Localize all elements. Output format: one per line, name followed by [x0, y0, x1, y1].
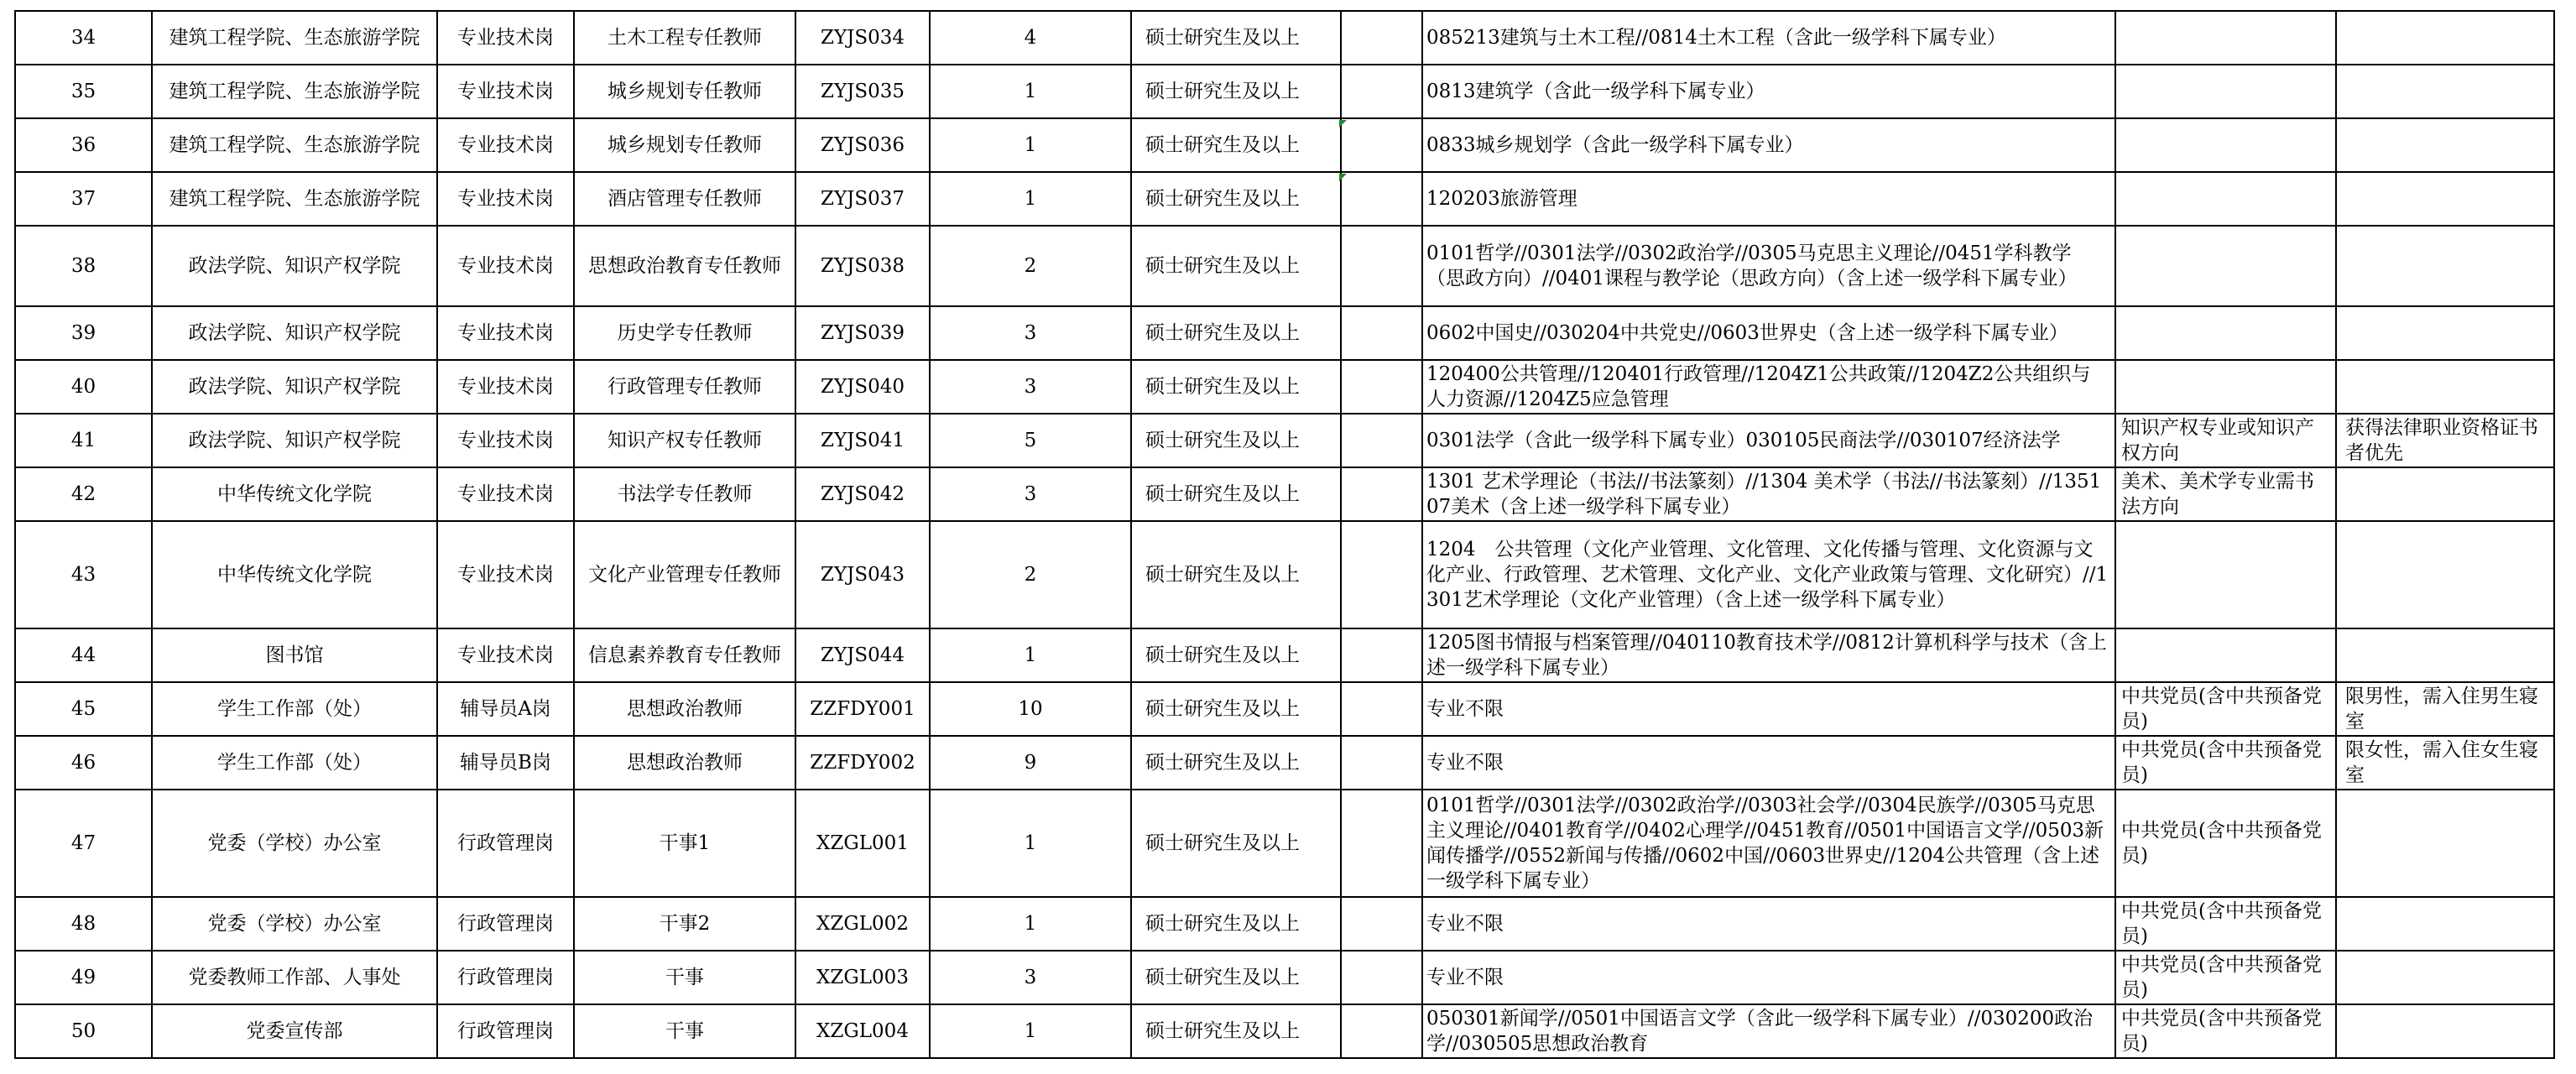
cell-education[interactable]: 硕士研究生及以上 [1131, 897, 1341, 951]
cell-comment-marker[interactable] [1339, 120, 1347, 128]
cell-department[interactable]: 党委（学校）办公室 [152, 790, 437, 897]
cell-other-requirement[interactable]: 中共党员(含中共预备党员) [2115, 1004, 2336, 1058]
cell-remarks[interactable] [2336, 11, 2554, 65]
cell-department[interactable]: 政法学院、知识产权学院 [152, 414, 437, 467]
cell-degree[interactable] [1341, 360, 1422, 414]
cell-post-code[interactable]: ZYJS042 [795, 467, 930, 521]
cell-department[interactable]: 建筑工程学院、生态旅游学院 [152, 172, 437, 226]
cell-post-code[interactable]: ZZFDY001 [795, 682, 930, 736]
cell-education[interactable]: 硕士研究生及以上 [1131, 790, 1341, 897]
cell-remarks[interactable] [2336, 1004, 2554, 1058]
cell-department[interactable]: 政法学院、知识产权学院 [152, 226, 437, 306]
cell-number[interactable]: 39 [15, 306, 152, 360]
cell-post-code[interactable]: XZGL004 [795, 1004, 930, 1058]
cell-education[interactable]: 硕士研究生及以上 [1131, 65, 1341, 118]
cell-education[interactable]: 硕士研究生及以上 [1131, 414, 1341, 467]
cell-post-code[interactable]: ZYJS039 [795, 306, 930, 360]
cell-department[interactable]: 学生工作部（处） [152, 682, 437, 736]
cell-post-name[interactable]: 思想政治教师 [574, 736, 795, 790]
cell-major-requirement[interactable]: 1204 公共管理（文化产业管理、文化管理、文化传播与管理、文化资源与文化产业、行政管理、艺术管理、文化产业、文化产业政策与管理、文化研究）//1301艺术学理论（文化产业管理）（含上述一级学科下属专业） [1422, 521, 2115, 628]
cell-post-type[interactable]: 辅导员B岗 [437, 736, 574, 790]
cell-post-name[interactable]: 历史学专任教师 [574, 306, 795, 360]
cell-post-name[interactable]: 知识产权专任教师 [574, 414, 795, 467]
cell-other-requirement[interactable] [2115, 628, 2336, 682]
cell-headcount[interactable]: 1 [930, 118, 1131, 172]
cell-remarks[interactable] [2336, 226, 2554, 306]
cell-headcount[interactable]: 1 [930, 628, 1131, 682]
cell-education[interactable]: 硕士研究生及以上 [1131, 736, 1341, 790]
table-row [15, 65, 2554, 118]
cell-other-requirement[interactable] [2115, 65, 2336, 118]
cell-post-type[interactable]: 辅导员A岗 [437, 682, 574, 736]
cell-post-type[interactable]: 专业技术岗 [437, 306, 574, 360]
cell-headcount[interactable]: 1 [930, 65, 1131, 118]
cell-major-requirement[interactable]: 专业不限 [1422, 736, 2115, 790]
cell-number[interactable]: 45 [15, 682, 152, 736]
cell-department[interactable]: 中华传统文化学院 [152, 521, 437, 628]
cell-department[interactable]: 中华传统文化学院 [152, 467, 437, 521]
cell-headcount[interactable]: 1 [930, 790, 1131, 897]
table-row [15, 521, 2554, 628]
cell-post-code[interactable]: XZGL002 [795, 897, 930, 951]
cell-major-requirement[interactable]: 1301 艺术学理论（书法//书法篆刻）//1304 美术学（书法//书法篆刻）//135107美术（含上述一级学科下属专业） [1422, 467, 2115, 521]
cell-number[interactable]: 43 [15, 521, 152, 628]
cell-remarks[interactable]: 限男性，需入住男生寝室 [2336, 682, 2554, 736]
cell-education[interactable]: 硕士研究生及以上 [1131, 951, 1341, 1004]
cell-remarks[interactable] [2336, 360, 2554, 414]
cell-other-requirement[interactable]: 中共党员(含中共预备党员) [2115, 951, 2336, 1004]
cell-headcount[interactable]: 2 [930, 226, 1131, 306]
cell-remarks[interactable] [2336, 951, 2554, 1004]
cell-education[interactable]: 硕士研究生及以上 [1131, 628, 1341, 682]
cell-post-name[interactable]: 干事2 [574, 897, 795, 951]
recruitment-table [14, 10, 2555, 1059]
cell-number[interactable]: 41 [15, 414, 152, 467]
cell-post-type[interactable]: 行政管理岗 [437, 951, 574, 1004]
cell-post-code[interactable]: ZYJS041 [795, 414, 930, 467]
cell-education[interactable]: 硕士研究生及以上 [1131, 1004, 1341, 1058]
cell-number[interactable]: 37 [15, 172, 152, 226]
cell-major-requirement[interactable]: 120400公共管理//120401行政管理//1204Z1公共政策//1204Z2公共组织与人力资源//1204Z5应急管理 [1422, 360, 2115, 414]
cell-remarks[interactable]: 限女性，需入住女生寝室 [2336, 736, 2554, 790]
cell-other-requirement[interactable] [2115, 226, 2336, 306]
cell-other-requirement[interactable] [2115, 306, 2336, 360]
cell-degree[interactable] [1341, 414, 1422, 467]
cell-post-code[interactable]: ZYJS040 [795, 360, 930, 414]
cell-other-requirement[interactable] [2115, 360, 2336, 414]
cell-degree[interactable] [1341, 172, 1422, 226]
cell-degree[interactable] [1341, 1004, 1422, 1058]
cell-number[interactable]: 42 [15, 467, 152, 521]
cell-department[interactable]: 党委（学校）办公室 [152, 897, 437, 951]
cell-major-requirement[interactable]: 0101哲学//0301法学//0302政治学//0305马克思主义理论//0451学科教学（思政方向）//0401课程与教学论（思政方向）（含上述一级学科下属专业） [1422, 226, 2115, 306]
cell-post-code[interactable]: ZZFDY002 [795, 736, 930, 790]
cell-post-name[interactable]: 城乡规划专任教师 [574, 118, 795, 172]
table-row [15, 306, 2554, 360]
cell-degree[interactable] [1341, 226, 1422, 306]
cell-education[interactable]: 硕士研究生及以上 [1131, 306, 1341, 360]
cell-post-code[interactable]: ZYJS034 [795, 11, 930, 65]
cell-degree[interactable] [1341, 521, 1422, 628]
cell-post-type[interactable]: 专业技术岗 [437, 628, 574, 682]
cell-degree[interactable] [1341, 628, 1422, 682]
cell-post-code[interactable]: ZYJS044 [795, 628, 930, 682]
cell-degree[interactable] [1341, 65, 1422, 118]
cell-department[interactable]: 学生工作部（处） [152, 736, 437, 790]
cell-headcount[interactable]: 10 [930, 682, 1131, 736]
cell-number[interactable]: 36 [15, 118, 152, 172]
cell-major-requirement[interactable]: 1205图书情报与档案管理//040110教育技术学//0812计算机科学与技术（含上述一级学科下属专业） [1422, 628, 2115, 682]
cell-post-code[interactable]: ZYJS043 [795, 521, 930, 628]
cell-major-requirement[interactable]: 专业不限 [1422, 682, 2115, 736]
cell-post-type[interactable]: 专业技术岗 [437, 11, 574, 65]
cell-number[interactable]: 50 [15, 1004, 152, 1058]
cell-degree[interactable] [1341, 306, 1422, 360]
cell-education[interactable]: 硕士研究生及以上 [1131, 360, 1341, 414]
cell-other-requirement[interactable]: 中共党员(含中共预备党员) [2115, 682, 2336, 736]
table-row [15, 628, 2554, 682]
cell-remarks[interactable] [2336, 118, 2554, 172]
cell-remarks[interactable] [2336, 467, 2554, 521]
cell-degree[interactable] [1341, 682, 1422, 736]
cell-degree[interactable] [1341, 790, 1422, 897]
cell-other-requirement[interactable]: 知识产权专业或知识产权方向 [2115, 414, 2336, 467]
cell-number[interactable]: 35 [15, 65, 152, 118]
cell-degree[interactable] [1341, 11, 1422, 65]
cell-major-requirement[interactable]: 050301新闻学//0501中国语言文学（含此一级学科下属专业）//030200政治学//030505思想政治教育 [1422, 1004, 2115, 1058]
cell-post-name[interactable]: 干事1 [574, 790, 795, 897]
cell-education[interactable]: 硕士研究生及以上 [1131, 521, 1341, 628]
cell-degree[interactable] [1341, 467, 1422, 521]
cell-department[interactable]: 政法学院、知识产权学院 [152, 306, 437, 360]
cell-remarks[interactable] [2336, 628, 2554, 682]
cell-number[interactable]: 38 [15, 226, 152, 306]
cell-post-name[interactable]: 土木工程专任教师 [574, 11, 795, 65]
table-row [15, 1004, 2554, 1058]
cell-number[interactable]: 40 [15, 360, 152, 414]
cell-education[interactable]: 硕士研究生及以上 [1131, 467, 1341, 521]
table-row [15, 951, 2554, 1004]
cell-post-type[interactable]: 专业技术岗 [437, 521, 574, 628]
cell-department[interactable]: 建筑工程学院、生态旅游学院 [152, 118, 437, 172]
cell-post-code[interactable]: ZYJS038 [795, 226, 930, 306]
cell-other-requirement[interactable]: 中共党员(含中共预备党员) [2115, 790, 2336, 897]
cell-other-requirement[interactable]: 美术、美术学专业需书法方向 [2115, 467, 2336, 521]
cell-education[interactable]: 硕士研究生及以上 [1131, 682, 1341, 736]
cell-post-name[interactable]: 书法学专任教师 [574, 467, 795, 521]
cell-comment-marker[interactable] [1339, 174, 1347, 181]
cell-department[interactable]: 建筑工程学院、生态旅游学院 [152, 65, 437, 118]
cell-number[interactable]: 47 [15, 790, 152, 897]
cell-department[interactable]: 建筑工程学院、生态旅游学院 [152, 11, 437, 65]
cell-post-type[interactable]: 专业技术岗 [437, 226, 574, 306]
cell-headcount[interactable]: 5 [930, 414, 1131, 467]
table-row [15, 682, 2554, 736]
cell-post-name[interactable]: 行政管理专任教师 [574, 360, 795, 414]
cell-post-name[interactable]: 城乡规划专任教师 [574, 65, 795, 118]
cell-number[interactable]: 44 [15, 628, 152, 682]
table-row [15, 226, 2554, 306]
cell-education[interactable]: 硕士研究生及以上 [1131, 226, 1341, 306]
cell-number[interactable]: 34 [15, 11, 152, 65]
cell-post-name[interactable]: 酒店管理专任教师 [574, 172, 795, 226]
cell-education[interactable]: 硕士研究生及以上 [1131, 172, 1341, 226]
cell-remarks[interactable] [2336, 790, 2554, 897]
cell-major-requirement[interactable]: 专业不限 [1422, 951, 2115, 1004]
cell-department[interactable]: 政法学院、知识产权学院 [152, 360, 437, 414]
cell-major-requirement[interactable]: 0833城乡规划学（含此一级学科下属专业） [1422, 118, 2115, 172]
cell-post-name[interactable]: 干事 [574, 1004, 795, 1058]
cell-degree[interactable] [1341, 897, 1422, 951]
cell-department[interactable]: 党委宣传部 [152, 1004, 437, 1058]
cell-number[interactable]: 49 [15, 951, 152, 1004]
cell-post-type[interactable]: 专业技术岗 [437, 467, 574, 521]
table-row [15, 11, 2554, 65]
cell-degree[interactable] [1341, 951, 1422, 1004]
cell-headcount[interactable]: 1 [930, 897, 1131, 951]
cell-headcount[interactable]: 1 [930, 172, 1131, 226]
cell-degree[interactable] [1341, 736, 1422, 790]
cell-number[interactable]: 48 [15, 897, 152, 951]
table-row [15, 467, 2554, 521]
cell-post-type[interactable]: 专业技术岗 [437, 414, 574, 467]
cell-post-name[interactable]: 信息素养教育专任教师 [574, 628, 795, 682]
cell-other-requirement[interactable] [2115, 11, 2336, 65]
cell-post-type[interactable]: 专业技术岗 [437, 172, 574, 226]
cell-post-type[interactable]: 专业技术岗 [437, 360, 574, 414]
cell-other-requirement[interactable]: 中共党员(含中共预备党员) [2115, 736, 2336, 790]
cell-post-code[interactable]: ZYJS037 [795, 172, 930, 226]
cell-post-type[interactable]: 行政管理岗 [437, 897, 574, 951]
cell-post-type[interactable]: 行政管理岗 [437, 790, 574, 897]
table-row [15, 172, 2554, 226]
cell-headcount[interactable]: 3 [930, 360, 1131, 414]
cell-headcount[interactable]: 3 [930, 951, 1131, 1004]
cell-major-requirement[interactable]: 120203旅游管理 [1422, 172, 2115, 226]
cell-department[interactable]: 图书馆 [152, 628, 437, 682]
cell-major-requirement[interactable]: 专业不限 [1422, 897, 2115, 951]
table-row [15, 414, 2554, 467]
cell-post-type[interactable]: 专业技术岗 [437, 118, 574, 172]
cell-remarks[interactable] [2336, 172, 2554, 226]
cell-education[interactable]: 硕士研究生及以上 [1131, 118, 1341, 172]
cell-other-requirement[interactable] [2115, 172, 2336, 226]
cell-other-requirement[interactable] [2115, 521, 2336, 628]
cell-number[interactable]: 46 [15, 736, 152, 790]
table-row [15, 790, 2554, 897]
cell-major-requirement[interactable]: 0101哲学//0301法学//0302政治学//0303社会学//0304民族学//0305马克思主义理论//0401教育学//0402心理学//0451教育//0501中国语言文学//0503新闻传播学//0552新闻与传播//0602中国//0603世界史//1204公共管理（含上述一级学科下属专业） [1422, 790, 2115, 897]
table-row [15, 736, 2554, 790]
cell-major-requirement[interactable]: 0602中国史//030204中共党史//0603世界史（含上述一级学科下属专业） [1422, 306, 2115, 360]
cell-headcount[interactable]: 4 [930, 11, 1131, 65]
cell-major-requirement[interactable]: 0813建筑学（含此一级学科下属专业） [1422, 65, 2115, 118]
cell-post-code[interactable]: XZGL001 [795, 790, 930, 897]
cell-post-code[interactable]: XZGL003 [795, 951, 930, 1004]
table-body [15, 11, 2554, 1058]
cell-remarks[interactable]: 获得法律职业资格证书者优先 [2336, 414, 2554, 467]
cell-major-requirement[interactable]: 085213建筑与土木工程//0814土木工程（含此一级学科下属专业） [1422, 11, 2115, 65]
cell-department[interactable]: 党委教师工作部、人事处 [152, 951, 437, 1004]
cell-headcount[interactable]: 3 [930, 467, 1131, 521]
cell-post-name[interactable]: 干事 [574, 951, 795, 1004]
cell-headcount[interactable]: 3 [930, 306, 1131, 360]
table-row [15, 897, 2554, 951]
cell-headcount[interactable]: 9 [930, 736, 1131, 790]
cell-education[interactable]: 硕士研究生及以上 [1131, 11, 1341, 65]
cell-headcount[interactable]: 1 [930, 1004, 1131, 1058]
cell-post-name[interactable]: 文化产业管理专任教师 [574, 521, 795, 628]
cell-other-requirement[interactable] [2115, 118, 2336, 172]
cell-remarks[interactable] [2336, 306, 2554, 360]
cell-remarks[interactable] [2336, 65, 2554, 118]
table-row [15, 360, 2554, 414]
cell-post-type[interactable]: 行政管理岗 [437, 1004, 574, 1058]
cell-headcount[interactable]: 2 [930, 521, 1131, 628]
cell-post-code[interactable]: ZYJS036 [795, 118, 930, 172]
cell-remarks[interactable] [2336, 521, 2554, 628]
cell-remarks[interactable] [2336, 897, 2554, 951]
table-row [15, 118, 2554, 172]
cell-post-type[interactable]: 专业技术岗 [437, 65, 574, 118]
cell-major-requirement[interactable]: 0301法学（含此一级学科下属专业）030105民商法学//030107经济法学 [1422, 414, 2115, 467]
cell-degree[interactable] [1341, 118, 1422, 172]
cell-other-requirement[interactable]: 中共党员(含中共预备党员) [2115, 897, 2336, 951]
cell-post-code[interactable]: ZYJS035 [795, 65, 930, 118]
cell-post-name[interactable]: 思想政治教师 [574, 682, 795, 736]
cell-post-name[interactable]: 思想政治教育专任教师 [574, 226, 795, 306]
